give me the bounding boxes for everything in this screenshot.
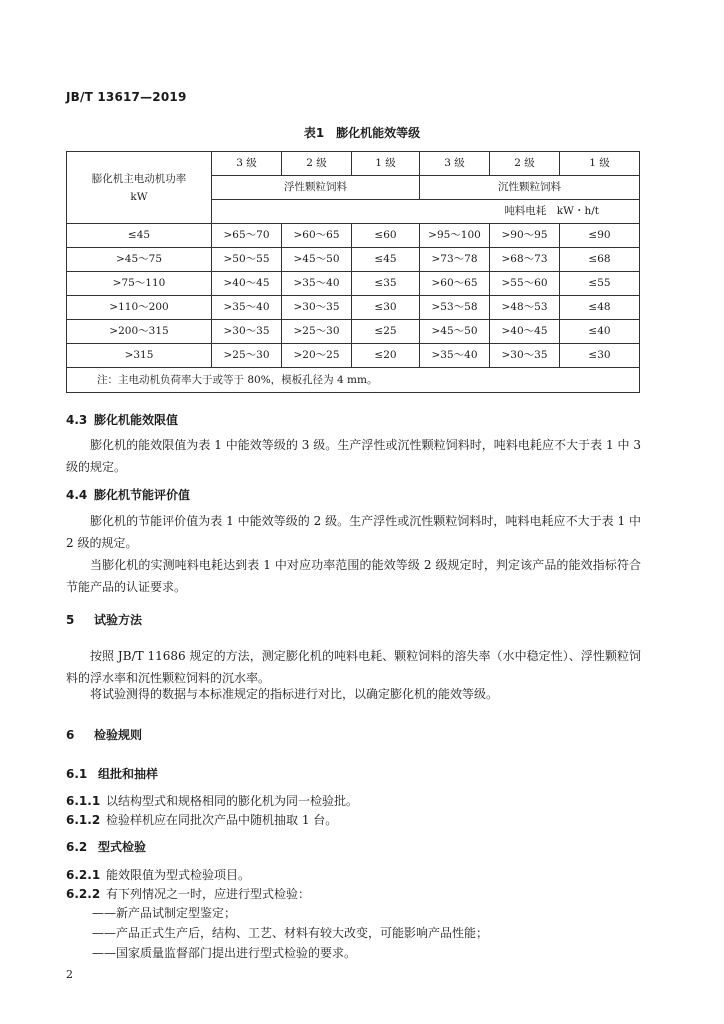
data-cell: >35～40 bbox=[420, 344, 490, 368]
data-cell: ≤40 bbox=[560, 320, 640, 344]
data-cell: >90～95 bbox=[490, 224, 560, 248]
section-heading-6-2 bbox=[66, 838, 146, 855]
data-cell: ≤68 bbox=[560, 248, 640, 272]
data-cell: >53～58 bbox=[420, 296, 490, 320]
data-cell: >35～40 bbox=[282, 272, 352, 296]
data-cell: >25～30 bbox=[212, 344, 282, 368]
table-caption: 表1 膨化机能效等级 bbox=[303, 126, 421, 140]
floating-feed-header: 浮性颗粒饲料 bbox=[212, 176, 420, 200]
clause-number: 6.2.1 bbox=[66, 868, 101, 882]
power-header-label: 膨化机主电动机功率 bbox=[91, 172, 187, 185]
section-number: 6 bbox=[66, 728, 75, 742]
data-cell: >65～70 bbox=[212, 224, 282, 248]
data-cell: >95～100 bbox=[420, 224, 490, 248]
table-row bbox=[67, 248, 640, 272]
clause-6-2-2 bbox=[66, 885, 310, 902]
data-cell: >30～35 bbox=[212, 320, 282, 344]
data-cell: >60～65 bbox=[282, 224, 352, 248]
data-cell: >60～65 bbox=[420, 272, 490, 296]
dash-item: ——国家质量监督部门提出进行型式检验的要求。 bbox=[92, 946, 357, 960]
table-row bbox=[67, 320, 640, 344]
power-cell: >110～200 bbox=[67, 296, 212, 320]
clause-text: 以结构型式和规格相同的膨化机为同一检验批。 bbox=[106, 794, 359, 808]
sinking-feed-header: 沉性颗粒饲料 bbox=[420, 176, 640, 200]
clause-6-1-2 bbox=[66, 811, 337, 828]
section-number: 4.4 bbox=[66, 488, 88, 502]
paragraph-5-a: 按照 JB/T 11686 规定的方法，测定膨化机的吨料电耗、颗粒饲料的溶失率（水中稳定性）、浮性颗粒饲料的浮水率和沉性颗粒饲料的沉水率。 bbox=[66, 649, 641, 685]
power-cell: ≤45 bbox=[67, 224, 212, 248]
data-cell: ≤60 bbox=[352, 224, 420, 248]
data-cell: >45～50 bbox=[420, 320, 490, 344]
power-column-header bbox=[67, 152, 212, 224]
table-row bbox=[67, 296, 640, 320]
data-cell: ≤20 bbox=[352, 344, 420, 368]
clause-number: 6.1.2 bbox=[66, 813, 101, 827]
section-title: 膨化机能效限值 bbox=[94, 413, 179, 427]
clause-6-1-1 bbox=[66, 792, 358, 809]
section-heading-6 bbox=[66, 726, 142, 743]
data-cell: ≤25 bbox=[352, 320, 420, 344]
grade-header-cell: 2 级 bbox=[282, 152, 352, 176]
grade-header-cell: 1 级 bbox=[560, 152, 640, 176]
data-cell: >35～40 bbox=[212, 296, 282, 320]
paragraph-5-b: 将试验测得的数据与本标准规定的指标进行对比，以确定膨化机的能效等级。 bbox=[90, 687, 499, 701]
data-cell: >68～73 bbox=[490, 248, 560, 272]
data-cell: >40～45 bbox=[490, 320, 560, 344]
data-cell: >45～50 bbox=[282, 248, 352, 272]
power-cell: >315 bbox=[67, 344, 212, 368]
data-cell: ≤45 bbox=[352, 248, 420, 272]
paragraph-4-4-b: 当膨化机的实测吨料电耗达到表 1 中对应功率范围的能效等级 2 级规定时，判定该产品的能效指标符合节能产品的认证要求。 bbox=[66, 558, 641, 594]
data-cell: ≤48 bbox=[560, 296, 640, 320]
data-cell: >55～60 bbox=[490, 272, 560, 296]
section-number: 4.3 bbox=[66, 413, 88, 427]
paragraph-4-3: 膨化机的能效限值为表 1 中能效等级的 3 级。生产浮性或沉性颗粒饲料时，吨料电耗应不大于表 1 中 3 级的规定。 bbox=[66, 438, 641, 474]
data-cell: >40～45 bbox=[212, 272, 282, 296]
section-heading-5 bbox=[66, 611, 142, 628]
data-cell: >30～35 bbox=[490, 344, 560, 368]
grade-header-cell: 2 级 bbox=[490, 152, 560, 176]
paragraph-4-4-a: 膨化机的节能评价值为表 1 中能效等级的 2 级。生产浮性或沉性颗粒饲料时，吨料电耗应不大于表 1 中 2 级的规定。 bbox=[66, 514, 641, 550]
table-row bbox=[67, 224, 640, 248]
unit-header: 吨料电耗 kW・h/t bbox=[212, 200, 640, 224]
table-row bbox=[67, 272, 640, 296]
power-cell: >45～75 bbox=[67, 248, 212, 272]
section-number: 6.1 bbox=[66, 767, 88, 781]
power-cell: >200～315 bbox=[67, 320, 212, 344]
section-heading-6-1 bbox=[66, 765, 158, 782]
section-title: 膨化机节能评价值 bbox=[94, 488, 191, 502]
table-note: 注：主电动机负荷率大于或等于 80%，模板孔径为 4 mm。 bbox=[67, 368, 640, 393]
power-cell: >75～110 bbox=[67, 272, 212, 296]
clause-text: 检验样机应在同批次产品中随机抽取 1 台。 bbox=[106, 813, 338, 827]
grade-header-cell: 3 级 bbox=[212, 152, 282, 176]
data-cell: >30～35 bbox=[282, 296, 352, 320]
clause-text: 有下列情况之一时，应进行型式检验： bbox=[106, 887, 311, 901]
section-title: 检验规则 bbox=[94, 728, 143, 742]
data-cell: ≤30 bbox=[352, 296, 420, 320]
power-header-unit: kW bbox=[130, 190, 148, 203]
data-cell: >48～53 bbox=[490, 296, 560, 320]
data-cell: ≤30 bbox=[560, 344, 640, 368]
section-title: 型式检验 bbox=[98, 840, 147, 854]
dash-item: ——新产品试制定型鉴定； bbox=[92, 906, 237, 920]
energy-efficiency-table bbox=[66, 151, 640, 393]
standard-code: JB/T 13617—2019 bbox=[66, 90, 187, 104]
clause-text: 能效限值为型式检验项目。 bbox=[106, 868, 251, 882]
section-number: 5 bbox=[66, 613, 75, 627]
page-number: 2 bbox=[66, 968, 73, 981]
table-header-row-grades bbox=[67, 152, 640, 176]
dash-item: ——产品正式生产后，结构、工艺、材料有较大改变，可能影响产品性能； bbox=[92, 926, 489, 940]
grade-header-cell: 1 级 bbox=[352, 152, 420, 176]
table-note-row bbox=[67, 368, 640, 393]
clause-6-2-1 bbox=[66, 866, 250, 883]
section-heading-4-4 bbox=[66, 486, 190, 503]
data-cell: ≤35 bbox=[352, 272, 420, 296]
data-cell: >73～78 bbox=[420, 248, 490, 272]
section-title: 组批和抽样 bbox=[98, 767, 159, 781]
section-title: 试验方法 bbox=[94, 613, 143, 627]
data-cell: ≤90 bbox=[560, 224, 640, 248]
clause-number: 6.1.1 bbox=[66, 794, 101, 808]
clause-number: 6.2.2 bbox=[66, 887, 101, 901]
section-heading-4-3 bbox=[66, 411, 178, 428]
data-cell: ≤55 bbox=[560, 272, 640, 296]
data-cell: >50～55 bbox=[212, 248, 282, 272]
data-cell: >25～30 bbox=[282, 320, 352, 344]
data-cell: >20～25 bbox=[282, 344, 352, 368]
table-row bbox=[67, 344, 640, 368]
section-number: 6.2 bbox=[66, 840, 88, 854]
grade-header-cell: 3 级 bbox=[420, 152, 490, 176]
